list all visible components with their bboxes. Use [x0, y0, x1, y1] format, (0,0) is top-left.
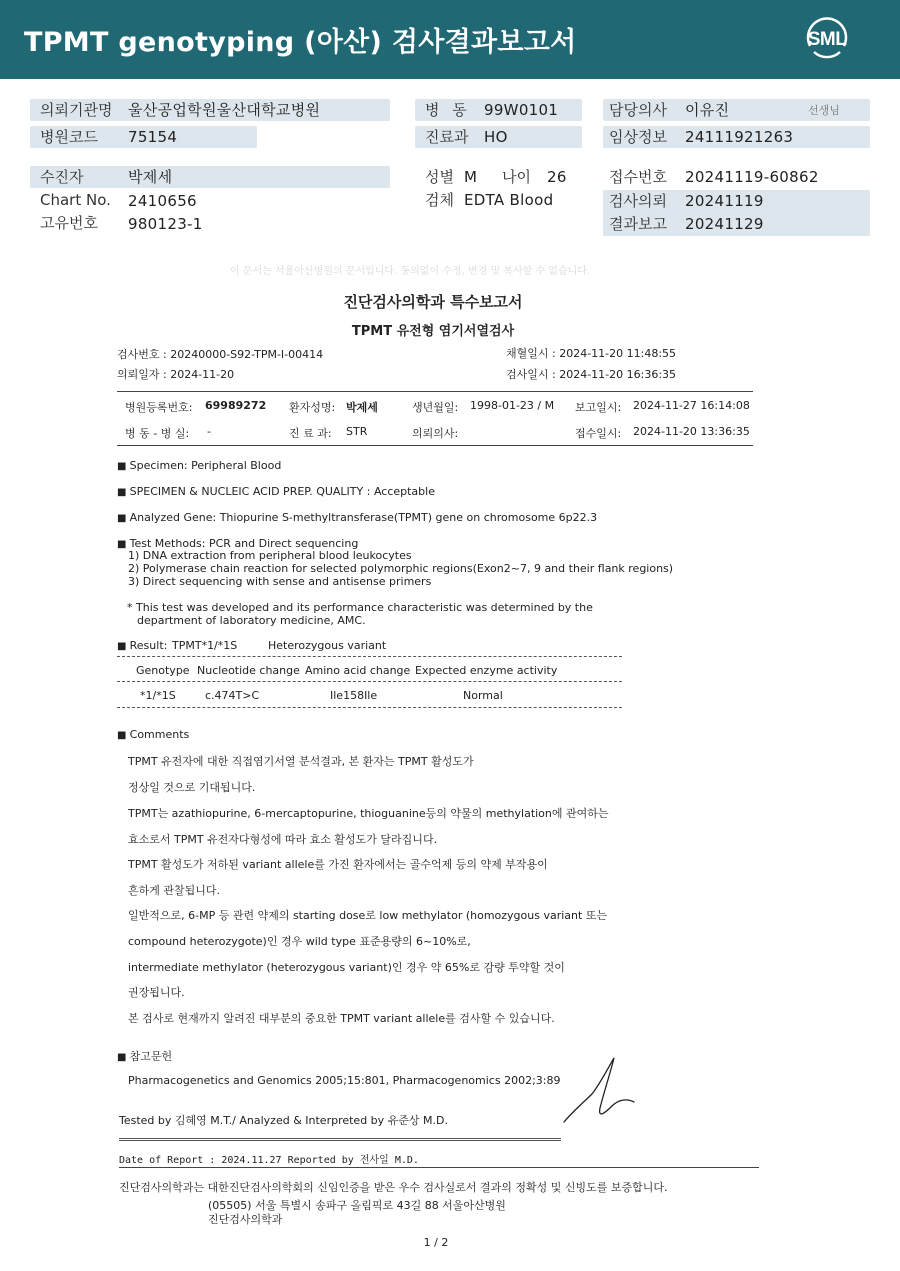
- result-genotype: TPMT*1/*1S: [172, 639, 238, 652]
- institution-value: 울산공업학원울산대학교병원: [128, 101, 321, 119]
- receipt-label: 접수번호: [609, 168, 667, 186]
- table-header-cell: Genotype: [136, 664, 190, 677]
- request-label: 검사의뢰: [609, 192, 667, 210]
- table-cell: Ile158Ile: [330, 689, 378, 702]
- receipt-dt-value: 2024-11-20 13:36:35: [633, 425, 750, 438]
- unique-label: 고유번호: [40, 214, 98, 232]
- scanned-report: [0, 255, 900, 1271]
- report-dt-value: 2024-11-27 16:14:08: [633, 399, 750, 412]
- test-number: 검사번호 : 20240000-S92-TPM-I-00414: [117, 348, 324, 361]
- divider: [117, 391, 753, 392]
- certification-text: 진단검사의학과는 대한진단검사의학회의 신임인증을 받은 우수 검사실로서 결과의 정확성 및 신빙도를 보증합니다.: [119, 1181, 668, 1194]
- ward-value: 99W0101: [484, 101, 559, 119]
- clinical-label: 임상정보: [609, 128, 667, 146]
- method-2: 2) Polymerase chain reaction for selected polymorphic regions(Exon2~7, 9 and their flank regions): [128, 562, 674, 575]
- report-title: 진단검사의학과 특수보고서: [343, 293, 523, 311]
- patient-chip: [30, 166, 390, 188]
- disclaimer-1: * This test was developed and its performance characteristic was determined by the: [127, 601, 593, 614]
- dob-label: 생년월일:: [412, 401, 459, 414]
- double-rule: [119, 1138, 561, 1141]
- referring-doctor-label: 의뢰의사:: [412, 427, 459, 440]
- doctor-value: 이유진: [685, 101, 730, 119]
- ward-label: 병 동: [425, 101, 471, 119]
- gene-line: ■ Analyzed Gene: Thiopurine S-methyltransferase(TPMT) gene on chromosome 6p22.3: [117, 511, 597, 524]
- table-cell: Normal: [463, 689, 503, 702]
- comment-line: 정상일 것으로 기대됩니다.: [128, 781, 256, 794]
- result-value: 20241129: [685, 215, 764, 233]
- receipt-dt-label: 접수일시:: [575, 427, 622, 440]
- dob-value: 1998-01-23 / M: [470, 399, 555, 412]
- page-title: TPMT genotyping (아산) 검사결과보고서: [24, 27, 577, 58]
- comment-line: TPMT 활성도가 저하된 variant allele를 가진 환자에서는 골수억제 등의 약제 부작용이: [128, 858, 548, 871]
- report-header: [0, 0, 900, 79]
- comment-line: compound heterozygote)인 경우 wild type 표준용량의 6~10%로,: [128, 935, 471, 948]
- specimen-line: ■ Specimen: Peripheral Blood: [117, 459, 281, 472]
- comments-label: ■ Comments: [117, 728, 189, 741]
- hospital-code-label: 병원코드: [40, 128, 98, 146]
- address-line-1: (05505) 서울 특별시 송파구 올림픽로 43길 88 서울아산병원: [208, 1199, 506, 1212]
- table-cell: *1/*1S: [140, 689, 176, 702]
- address-line-2: 진단검사의학과: [208, 1213, 283, 1226]
- table-header-cell: Amino acid change: [305, 664, 411, 677]
- references-label: ■ 참고문헌: [117, 1048, 172, 1064]
- result-label: ■ Result:: [117, 639, 167, 652]
- methods-line: ■ Test Methods: PCR and Direct sequencing: [117, 537, 358, 550]
- age-label: 나이: [502, 168, 531, 186]
- table-top-rule: [117, 656, 622, 657]
- department-label: 진료과: [425, 128, 469, 146]
- department-value: HO: [484, 128, 508, 146]
- comment-line: 흔하게 관찰됩니다.: [128, 884, 221, 897]
- institution-label: 의뢰기관명: [40, 101, 113, 119]
- references-text: Pharmacogenetics and Genomics 2005;15:801, Pharmacogenomics 2002;3:89: [128, 1074, 561, 1087]
- patient-name-label: 환자성명:: [289, 401, 336, 414]
- request-date: 의뢰일자 : 2024-11-20: [117, 368, 235, 381]
- table-header-cell: Expected enzyme activity: [415, 664, 558, 677]
- clinical-value: 24111921263: [685, 128, 794, 146]
- divider: [119, 1167, 759, 1168]
- receipt-value: 20241119-60862: [685, 168, 819, 186]
- page-number: 1 / 2: [423, 1236, 449, 1249]
- comment-line: 권장됩니다.: [128, 986, 185, 999]
- comment-line: TPMT는 azathiopurine, 6-mercaptopurine, thioguanine등의 약물의 methylation에 관여하는: [128, 807, 609, 820]
- age-value: 26: [547, 168, 567, 186]
- date-of-report: Date of Report : 2024.11.27 Reported by 전사일 M.D.: [119, 1155, 419, 1166]
- sml-logo: [802, 14, 852, 64]
- specimen-value: EDTA Blood: [464, 191, 554, 209]
- test-datetime: 검사일시 : 2024-11-20 16:36:35: [506, 368, 677, 381]
- reg-no-label: 병원등록번호:: [125, 401, 193, 414]
- ward-room-label: 병 동 - 병 실:: [125, 427, 190, 440]
- patient-value: 박제세: [128, 168, 173, 186]
- signature: [560, 1050, 640, 1144]
- comment-line: TPMT 유전자에 대한 직접염기서열 분석결과, 본 환자는 TPMT 활성도가: [128, 755, 474, 768]
- comment-line: intermediate methylator (heterozygous variant)인 경우 약 65%로 감량 투약할 것이: [128, 961, 565, 974]
- dept-value: STR: [346, 425, 368, 438]
- comment-line: 효소로서 TPMT 유전자다형성에 따라 효소 활성도가 달라집니다.: [128, 833, 438, 846]
- disclaimer-2: department of laboratory medicine, AMC.: [137, 614, 366, 627]
- specimen-label: 검체: [425, 191, 454, 209]
- chart-label: Chart No.: [40, 191, 111, 209]
- table-bottom-rule: [117, 707, 622, 708]
- logo-text: SML: [807, 29, 847, 50]
- hospital-code-value: 75154: [128, 128, 178, 146]
- table-mid-rule: [117, 681, 622, 682]
- quality-line: ■ SPECIMEN & NUCLEIC ACID PREP. QUALITY : Acceptable: [117, 485, 435, 498]
- result-call: Heterozygous variant: [268, 639, 387, 652]
- sex-value: M: [464, 168, 478, 186]
- method-3: 3) Direct sequencing with sense and antisense primers: [128, 575, 432, 588]
- request-value: 20241119: [685, 192, 764, 210]
- table-header-cell: Nucleotide change: [197, 664, 300, 677]
- report-subtitle: TPMT 유전형 염기서열검사: [351, 324, 515, 339]
- copyright-notice: 이 문서는 서울아산병원의 문서입니다. 동의없이 수정, 변경 및 복사할 수 없습니다.: [230, 266, 591, 277]
- method-1: 1) DNA extraction from peripheral blood leukocytes: [128, 549, 412, 562]
- dept-label: 진 료 과:: [289, 427, 332, 440]
- comment-line: 일반적으로, 6-MP 등 관련 약제의 starting dose로 low methylator (homozygous variant 또는: [128, 909, 608, 922]
- doctor-label: 담당의사: [609, 101, 667, 119]
- comment-line: 본 검사로 현재까지 알려진 대부분의 중요한 TPMT variant allele를 검사할 수 있습니다.: [128, 1012, 555, 1025]
- ward-room-value: -: [207, 425, 211, 438]
- result-label: 결과보고: [609, 215, 667, 233]
- patient-name-value: 박제세: [346, 401, 378, 414]
- reg-no-value: 69989272: [205, 399, 267, 412]
- report-dt-label: 보고일시:: [575, 401, 622, 414]
- collection-datetime: 채혈일시 : 2024-11-20 11:48:55: [506, 347, 677, 360]
- sex-label: 성별: [425, 168, 454, 186]
- unique-value: 980123-1: [128, 215, 203, 233]
- table-cell: c.474T>C: [205, 689, 260, 702]
- divider: [117, 445, 753, 446]
- doctor-suffix: 선생님: [808, 104, 840, 117]
- chart-value: 2410656: [128, 192, 197, 210]
- patient-label: 수진자: [40, 168, 84, 186]
- tested-by: Tested by 김혜영 M.T./ Analyzed & Interpreted by 유준상 M.D.: [119, 1114, 448, 1127]
